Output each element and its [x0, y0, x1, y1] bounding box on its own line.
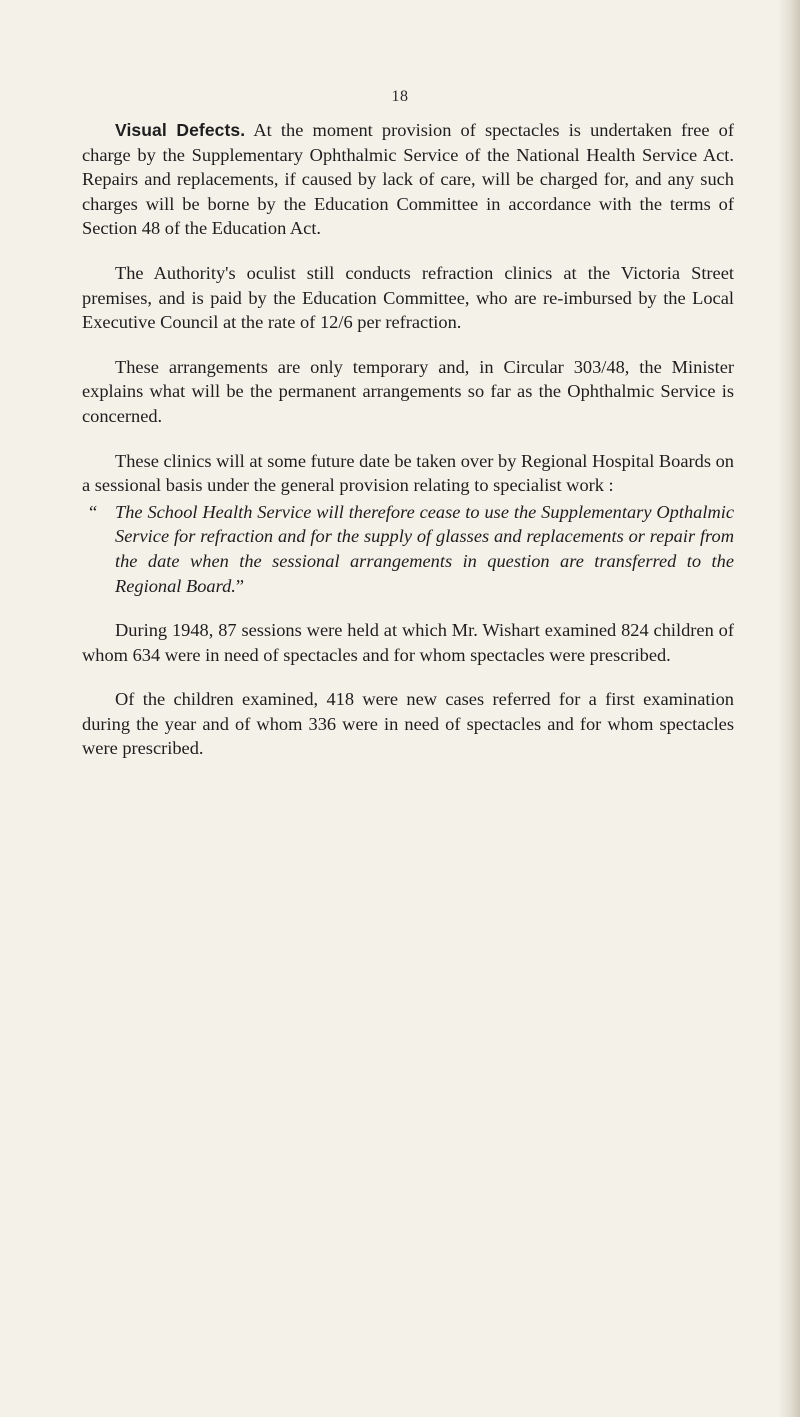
sessions-paragraph: During 1948, 87 sessions were held at which Mr. Wishart examined 824 children of whom 634 were in need of spectacles and for whom spectacles were prescribed. [82, 620, 734, 665]
quotation-block [82, 500, 734, 598]
oculist-paragraph: The Authority's oculist still conducts refraction clinics at the Victoria Street premises, and is paid by the Education Committee, who are re-imbursed by the Local Executive Council at the rate of 12/6 per refraction. [82, 262, 734, 333]
examined-paragraph: Of the children examined, 418 were new cases referred for a first examination during the year and of whom 336 were in need of spectacles and for whom spectacles were prescribed. [82, 689, 734, 759]
visual-defects-text: At the moment provision of spectacles is undertaken free of charge by the Supplementary Ophthalmic Service of the National Health Service Act. Repairs and replacements, if caused by lack of care, will be charged for, and any such charges will be borne by the Education Committee in accordance with the terms of Section 48 of the Education Act. [82, 120, 734, 239]
section-heading: Visual Defects. [115, 120, 246, 140]
page-number: 18 [391, 88, 409, 105]
arrangements-paragraph: These arrangements are only temporary and, in Circular 303/48, the Minister explains what will be the permanent arrangements so far as the Ophthalmic Service is concerned. [82, 356, 734, 426]
document-body [82, 118, 734, 761]
quotation-text: The School Health Service will therefore cease to use the Supplementary Opthalmic Service for refraction and for the supply of glasses and replacements or repair from the date when the sessional arrangements in question are transferred to the Regional Board. [115, 501, 734, 596]
visual-defects-paragraph [82, 118, 734, 241]
page-edge-shadow [778, 0, 800, 1417]
quote-close-mark: ” [235, 575, 245, 596]
quote-open-mark: “ [89, 501, 98, 522]
clinics-paragraph: These clinics will at some future date be taken over by Regional Hospital Boards on a sessional basis under the general provision relating to specialist work : [82, 450, 734, 496]
